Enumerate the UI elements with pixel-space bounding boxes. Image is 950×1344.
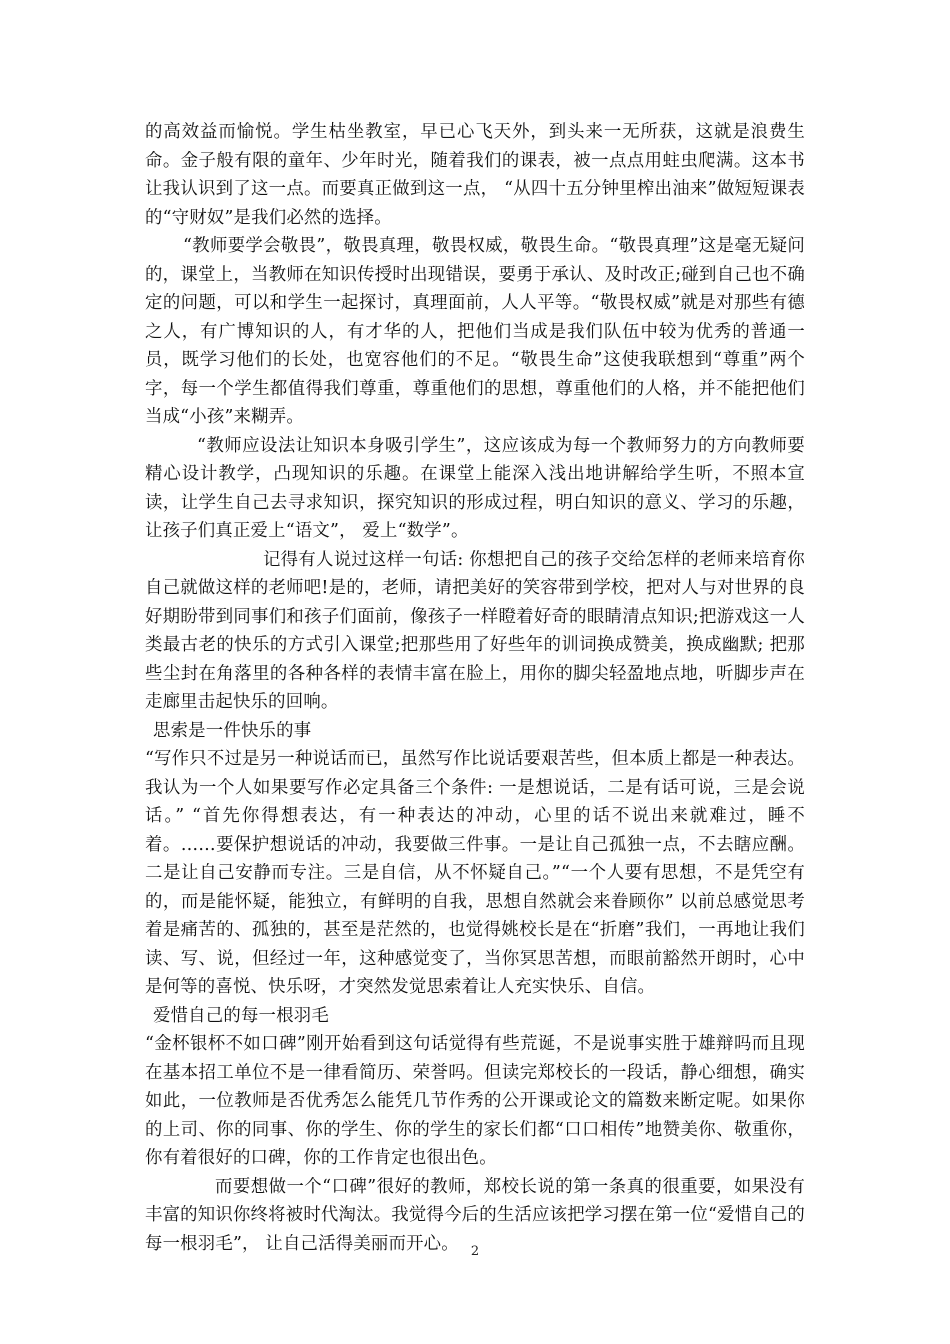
paragraph-reputation: “金杯银杯不如口碑”刚开始看到这句话觉得有些荒诞，不是说事实胜于雄辩吗而且现在基本招工单位不是一律看简历、荣誉吗。但读完郑校长的一段话，静心细想，确实如此，一位教师是否优秀怎么能凭几节作秀的公开课或论文的篇数来断定呢。如果你的上司、你的同事、你的学生、你的学生的家长们都“口口相传”地赞美你、敬重你，你有着很好的口碑，你的工作肯定也很出色。 xyxy=(145,1034,805,1168)
page-number: 2 xyxy=(470,1244,480,1259)
document-body xyxy=(145,118,805,1258)
section-heading-thinking: 思索是一件快乐的事 xyxy=(153,720,312,741)
paragraph-teacher-reverence: “教师要学会敬畏”，敬畏真理，敬畏权威，敬畏生命。“敬畏真理”这是毫无疑问的，课堂上，当教师在知识传授时出现错误，要勇于承认、及时改正;碰到自己也不确定的问题，可以和学生一起探讨，真理面前，人人平等。“敬畏权威”就是对那些有德之人，有广博知识的人，有才华的人，把他们当成是我们队伍中较为优秀的普通一员，既学习他们的长处，也宽容他们的不足。“敬畏生命”这使我联想到“尊重”两个字，每一个学生都值得我们尊重，尊重他们的思想，尊重他们的人格，并不能把他们当成“小孩”来糊弄。 xyxy=(145,236,805,427)
paragraph-be-that-teacher: 记得有人说过这样一句话: 你想把自己的孩子交给怎样的老师来培育你自己就做这样的老师吧!是的，老师，请把美好的笑容带到学校，把对人与对世界的良好期盼带到同事们和孩子们面前，像孩子一样瞪着好奇的眼睛清点知识;把游戏这一人类最古老的快乐的方式引入课堂;把那些用了好些年的训词换成赞美，换成幽默; 把那些尘封在角落里的各种各样的表情丰富在脸上，用你的脚尖轻盈地点地，听脚步声在走廊里击起快乐的回响。 xyxy=(145,549,805,712)
paragraph-conclusion: 而要想做一个“口碑”很好的教师，郑校长说的第一条真的很重要，如果没有丰富的知识你终将被时代淘汰。我觉得今后的生活应该把学习摆在第一位“爱惜自己的每一根羽毛”， 让自己活得美丽而开心。 xyxy=(145,1176,805,1254)
paragraph-continuation: 的高效益而愉悦。学生枯坐教室，早已心飞天外，到头来一无所获，这就是浪费生命。金子般有限的童年、少年时光，随着我们的课表，被一点点用蛀虫爬满。这本书让我认识到了这一点。而要真正做到这一点， “从四十五分钟里榨出油来”做短短课表的“守财奴”是我们必然的选择。 xyxy=(145,122,805,228)
section-heading-feathers: 爱惜自己的每一根羽毛 xyxy=(153,1005,329,1026)
paragraph-knowledge-attract: “教师应设法让知识本身吸引学生”，这应该成为每一个教师努力的方向教师要精心设计教学，凸现知识的乐趣。在课堂上能深入浅出地讲解给学生听，不照本宣读，让学生自己去寻求知识，探究知识的形成过程，明白知识的意义、学习的乐趣，让孩子们真正爱上“语文”， 爱上“数学”。 xyxy=(145,435,805,541)
paragraph-writing-quote: “写作只不过是另一种说话而已，虽然写作比说话要艰苦些，但本质上都是一种表达。我认为一个人如果要写作必定具备三个条件: 一是想说话，二是有话可说，三是会说话。” “首先你得想表达，有一种表达的冲动，心里的话不说出来就难过，睡不着。……要保护想说话的冲动，我要做三件事。一是让自己孤独一点，不去瞎应酬。二是让自己安静而专注。三是自信，从不怀疑自己。”“一个人要有思想，不是凭空有的，而是能怀疑，能独立，有鲜明的自我，思想自然就会来眷顾你” 以前总感觉思考着是痛苦的、孤独的，甚至是茫然的，也觉得姚校长是在“折磨”我们，一再地让我们读、写、说，但经过一年，这种感觉变了，当你冥思苦想，而眼前豁然开朗时，心中是何等的喜悦、快乐呀，才突然发觉思索着让人充实快乐、自信。 xyxy=(145,749,805,997)
